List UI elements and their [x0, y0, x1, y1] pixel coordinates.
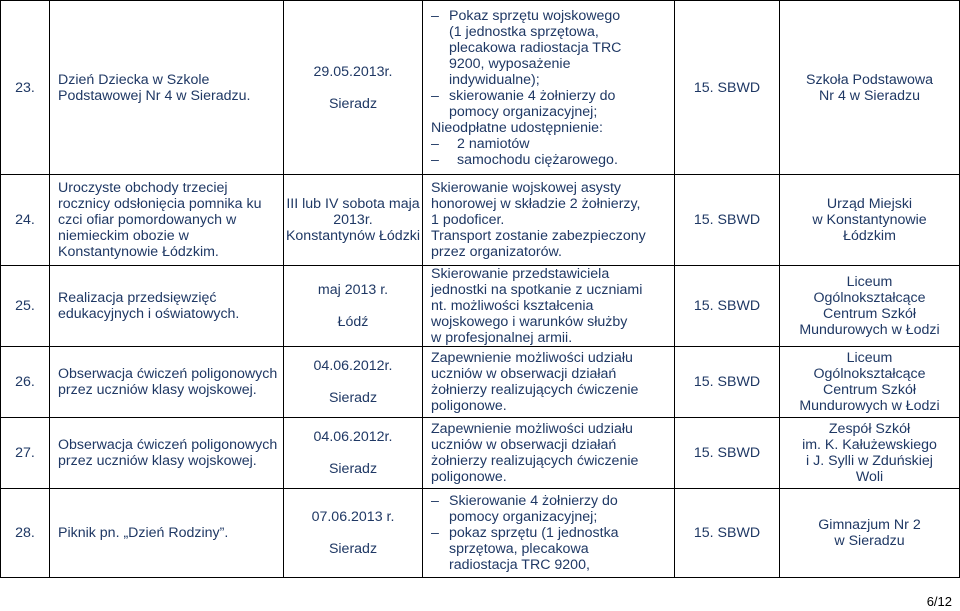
desc-line: plecakowa radiostacja TRC [449, 39, 622, 56]
row-number: 23. [1, 1, 50, 175]
event-place: Konstantynów Łódzki [285, 228, 421, 244]
desc-line: – 2 namiotów [431, 136, 668, 152]
event-date: 04.06.2012r. [313, 429, 393, 445]
desc-line: Nieodpłatne udostępnienie: [431, 119, 603, 136]
organizer: Gimnazjum Nr 2 w Sieradzu [780, 489, 960, 578]
desc-line: indywidualne); [449, 71, 540, 88]
support-description [423, 1, 675, 175]
event-place: Sieradz [328, 541, 378, 557]
executor: 15. SBWD [675, 1, 780, 175]
event-date: 04.06.2012r. [313, 358, 393, 374]
date-place [284, 347, 423, 418]
date-place [284, 175, 423, 266]
event-place: Sieradz [328, 95, 378, 112]
table-row [1, 266, 960, 347]
date-place [284, 1, 423, 175]
organizer: Urząd Miejski w Konstantynowie Łódzkim [780, 175, 960, 266]
organizer: Zespół Szkół im. K. Kałużewskiego i J. Sylli w Zduńskiej Woli [780, 418, 960, 489]
event-date: maj 2013 r. [317, 282, 389, 298]
executor: 15. SBWD [675, 266, 780, 347]
table-row [1, 1, 960, 175]
row-number: 25. [1, 266, 50, 347]
table-row [1, 347, 960, 418]
event-name: Dzień Dziecka w Szkole Podstawowej Nr 4 w Sieradzu. [50, 1, 284, 175]
page-number: 6/12 [926, 594, 952, 609]
row-number: 24. [1, 175, 50, 266]
event-name: Obserwacja ćwiczeń poligonowych przez uczniów klasy wojskowej. [50, 418, 284, 489]
table-row [1, 175, 960, 266]
event-date: 07.06.2013 r. [311, 509, 395, 525]
executor: 15. SBWD [675, 175, 780, 266]
desc-line: – Skierowanie 4 żołnierzy do [431, 493, 668, 509]
organizer: Szkoła Podstawowa Nr 4 w Sieradzu [780, 1, 960, 175]
event-place: Sieradz [328, 461, 378, 477]
support-description: Zapewnienie możliwości udziału uczniów w obserwacji działań żołnierzy realizujących ćwiczenie poligonowe. [423, 418, 675, 489]
event-place: Sieradz [328, 390, 378, 406]
row-number: 26. [1, 347, 50, 418]
desc-line: – samochodu ciężarowego. [431, 152, 668, 168]
desc-line: (1 jednostka sprzętowa, [449, 23, 599, 40]
executor: 15. SBWD [675, 489, 780, 578]
event-name: Obserwacja ćwiczeń poligonowych przez uczniów klasy wojskowej. [50, 347, 284, 418]
date-place [284, 418, 423, 489]
event-place: Łódź [337, 314, 369, 330]
row-number: 28. [1, 489, 50, 578]
support-description: – Skierowanie 4 żołnierzy do pomocy organizacyjnej; – pokaz sprzętu (1 jednostka sprzętowa, plecakowa radiostacja TRC 9200, [423, 489, 675, 578]
table-row [1, 489, 960, 578]
organizer: Liceum Ogólnokształcące Centrum Szkół Mundurowych w Łodzi [780, 347, 960, 418]
organizer: Liceum Ogólnokształcące Centrum Szkół Mundurowych w Łodzi [780, 266, 960, 347]
desc-line: pomocy organizacyjnej; [449, 103, 598, 120]
event-date: III lub IV sobota maja 2013r. [286, 196, 420, 228]
support-description: Zapewnienie możliwości udziału uczniów w obserwacji działań żołnierzy realizujących ćwiczenie poligonowe. [423, 347, 675, 418]
desc-line: – Pokaz sprzętu wojskowego [431, 8, 668, 24]
event-name: Uroczyste obchody trzeciej rocznicy odsłonięcia pomnika ku czci ofiar pomordowanych w niemieckim obozie w Konstantynowie Łódzkim. [50, 175, 284, 266]
row-number: 27. [1, 418, 50, 489]
support-description: Skierowanie wojskowej asysty honorowej w składzie 2 żołnierzy, 1 podoficer. Transport zostanie zabezpieczony przez organizatorów. [423, 175, 675, 266]
date-place [284, 489, 423, 578]
event-name: Realizacja przedsięwzięć edukacyjnych i oświatowych. [50, 266, 284, 347]
desc-line: – pokaz sprzętu (1 jednostka [431, 525, 668, 541]
support-description: Skierowanie przedstawiciela jednostki na spotkanie z uczniami nt. możliwości kształcenia wojskowego i warunków służby w profesjonalnej armii. [423, 266, 675, 347]
desc-line: 9200, wyposażenie [449, 55, 571, 72]
table-row [1, 418, 960, 489]
event-date: 29.05.2013r. [313, 63, 393, 80]
desc-line: – skierowanie 4 żołnierzy do [431, 88, 668, 104]
executor: 15. SBWD [675, 418, 780, 489]
date-place [284, 266, 423, 347]
executor: 15. SBWD [675, 347, 780, 418]
event-name: Piknik pn. „Dzień Rodziny”. [50, 489, 284, 578]
